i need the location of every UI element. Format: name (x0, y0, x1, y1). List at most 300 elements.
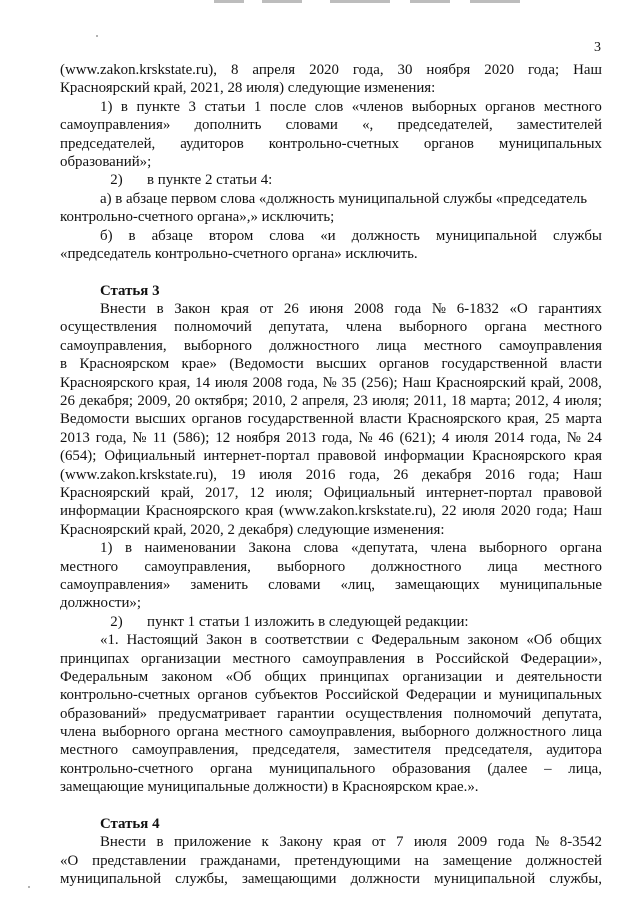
word: службы (552, 227, 602, 244)
word: 26 (283, 301, 299, 318)
text-line (60, 741, 602, 759)
word: пункте (136, 98, 181, 115)
list-item-number: 1) (100, 98, 113, 115)
word: года (497, 834, 525, 851)
word: (256); (361, 374, 398, 391)
word: субъектов (254, 687, 318, 704)
word: края (220, 301, 249, 318)
spacer (60, 263, 602, 281)
text-line (60, 668, 602, 686)
word: июля (413, 834, 447, 851)
word: Красноярский (60, 484, 150, 501)
word: аудиторов (180, 135, 244, 152)
word: июля; (564, 393, 602, 410)
word: Федеральным (60, 668, 149, 685)
word: интернет-портал (426, 484, 533, 501)
word: местного (224, 724, 283, 741)
text-line (60, 705, 602, 723)
word: словами (285, 117, 338, 134)
word: выборных (411, 98, 477, 115)
text-line (60, 576, 602, 594)
word: гарантиях (538, 301, 602, 318)
word: председателей, (60, 135, 156, 152)
word: местного (60, 742, 119, 759)
word: осуществления (60, 319, 157, 336)
word: 2 (290, 393, 298, 410)
scan-mark (262, 0, 302, 3)
word: июля (259, 466, 293, 483)
word: должностей (525, 852, 602, 869)
scan-mark (330, 0, 390, 3)
word: лица (487, 558, 518, 575)
word: местного (423, 337, 482, 354)
document-body (60, 61, 602, 889)
word: дополнить (194, 117, 262, 134)
text-line (60, 723, 602, 741)
word: муниципальной (60, 871, 162, 888)
word: организации (140, 650, 221, 667)
word: 26 (393, 466, 409, 483)
word: самоуправления, (288, 724, 396, 741)
text-line (60, 410, 602, 428)
word: должностного (475, 724, 566, 741)
text-line (60, 631, 602, 649)
word: выборного (399, 319, 468, 336)
list-item-text: в пункте 2 статьи 4: (147, 172, 273, 189)
word: (далее (487, 760, 528, 777)
text-line: замещающие муниципальные должности) в Красноярском крае.». (60, 779, 479, 796)
word: года; (528, 466, 560, 483)
word: июля; (275, 484, 313, 501)
text-line: Красноярский край, 2021, 28 июля) следующие изменения: (60, 80, 436, 97)
scan-speck (96, 35, 98, 37)
word: после (269, 98, 307, 115)
text-line: «председатель контрольно-счетного органа» исключить. (60, 245, 418, 262)
word: должностного (269, 337, 360, 354)
text-line (60, 447, 602, 465)
word: контрольно-счетных (60, 687, 191, 704)
word: в (128, 227, 136, 244)
word: 12 (249, 484, 265, 501)
word: года, (352, 62, 384, 78)
word: 2014 (494, 429, 525, 446)
word: марта (565, 411, 602, 428)
word: 26 (60, 393, 75, 410)
word: (586); (172, 429, 210, 446)
word: выборного (102, 724, 171, 741)
word: органов (191, 411, 242, 428)
word: (Ведомости (229, 356, 304, 373)
word: 46 (378, 429, 394, 446)
word: абзаце (151, 227, 193, 244)
word: самоуправления, (60, 337, 167, 354)
scan-mark (214, 0, 244, 3)
word: 7 (396, 834, 404, 851)
word: лица (376, 337, 407, 354)
word: 20 (175, 393, 191, 410)
word: принципах (60, 650, 130, 667)
word: 8-3542 (559, 834, 602, 851)
list-item-text: пункт 1 статьи 1 изложить в следующей редакции: (147, 613, 469, 630)
list-item (60, 539, 602, 557)
word: года (394, 301, 422, 318)
word: октября; (194, 393, 249, 410)
word: Официальный (323, 484, 415, 501)
word: 2008, (568, 374, 602, 391)
text-line (60, 484, 602, 502)
word: выборного (277, 558, 346, 575)
word: Красноярского (472, 448, 566, 465)
word: 24 (586, 429, 602, 446)
word: Настоящий (126, 632, 199, 649)
word: председателя, (444, 742, 533, 759)
word: муниципальные (499, 576, 602, 593)
word: «1. (100, 632, 119, 649)
word: службы, (549, 871, 602, 888)
word: № (431, 301, 447, 318)
text-line: Красноярский край, 2020, 2 декабря) следующие изменения: (60, 521, 445, 538)
list-item-number: 1) (100, 540, 113, 557)
word: муниципального (269, 760, 376, 777)
word: с (356, 632, 364, 649)
word: и (483, 687, 492, 704)
word: «Об (225, 668, 252, 685)
word: года, (530, 429, 561, 446)
word: председателя, (252, 742, 340, 759)
word: самоуправления (499, 337, 602, 354)
word: заместителя (353, 742, 432, 759)
word: июля; (372, 393, 410, 410)
text-line (60, 558, 602, 576)
word: 2008 (252, 374, 283, 391)
scan-mark (470, 0, 520, 3)
word: замещающими (241, 871, 337, 888)
word: самоуправления» (60, 576, 171, 593)
word: самоуправления (302, 650, 406, 667)
word: край, (160, 484, 194, 501)
word: правовой (543, 484, 602, 501)
word: органов (379, 356, 430, 373)
list-item-number: 2) (110, 172, 123, 189)
word: № (358, 429, 373, 446)
word: на (414, 852, 429, 869)
word: № (535, 834, 550, 851)
word: Красноярского (145, 503, 240, 520)
word: года, (321, 429, 353, 446)
word: Красноярский (435, 374, 526, 391)
list-item (60, 98, 602, 116)
word: 2016 (485, 466, 515, 483)
text-line (60, 337, 602, 355)
word: должность (351, 227, 420, 244)
word: службы, (175, 871, 228, 888)
word: года; (528, 62, 560, 78)
word: общих (264, 668, 307, 685)
word: 2013 (286, 429, 316, 446)
word: края (333, 834, 362, 851)
word: 35 (341, 374, 357, 391)
text-line (60, 318, 602, 336)
word: марта; (470, 393, 511, 410)
word: в (416, 650, 424, 667)
word: (654); (60, 448, 97, 465)
word: «членов (351, 98, 404, 115)
word: Ведомости (60, 411, 130, 428)
word: ноября (236, 429, 281, 446)
word: Наш (402, 374, 432, 391)
word: Федерации (405, 687, 477, 704)
word: контрольно-счетного (60, 760, 194, 777)
text-line (60, 374, 602, 392)
word: органа (210, 760, 253, 777)
word: втором (208, 227, 254, 244)
word: Красноярского (60, 374, 154, 391)
word: года; (536, 503, 568, 520)
scan-mark (410, 0, 450, 3)
word: «Об (526, 632, 553, 649)
article-heading: Статья 4 (100, 816, 160, 833)
page-number: 3 (594, 40, 601, 55)
word: (www.zakon.krskstate.ru), (60, 62, 217, 78)
word: края, (507, 411, 539, 428)
word: самоуправления, (144, 558, 251, 575)
word: муниципальных (498, 687, 602, 704)
word: 2020 (484, 62, 515, 78)
word: года, (95, 429, 127, 446)
word: словами (268, 576, 321, 593)
word: «О (509, 301, 528, 318)
word: лица (572, 724, 602, 741)
text-line (60, 870, 602, 888)
word: муниципальных (498, 135, 602, 152)
text-line (60, 502, 602, 520)
word: в (124, 540, 132, 557)
word: от (259, 301, 274, 318)
word: полномочий (453, 705, 532, 722)
text-line (60, 300, 602, 318)
text-line (60, 61, 602, 79)
word: «, (362, 117, 374, 134)
word: председателей, (397, 117, 493, 134)
word: 4 (553, 393, 561, 410)
word: предусматривает (158, 705, 266, 722)
word: 2016 (305, 466, 336, 483)
word: соответствии (264, 632, 350, 649)
word: общих (560, 632, 602, 649)
word: самоуправления» (60, 117, 171, 134)
word: № (132, 429, 147, 446)
word: власти (560, 356, 602, 373)
word: наименовании (144, 540, 236, 557)
word: (www.zakon.krskstate.ru), (60, 466, 217, 483)
word: Официальный (104, 448, 196, 465)
word: контрольно-счетных (268, 135, 399, 152)
word: Федеральным (371, 632, 460, 649)
word: слова (303, 540, 339, 557)
word: органа (559, 540, 602, 557)
text-line: образований»; (60, 153, 152, 170)
text-line (60, 116, 602, 134)
word: Наш (573, 503, 602, 520)
word: 1 (253, 98, 262, 115)
text-line: а) в абзаце первом слова «должность муниципальной службы «председатель (100, 190, 587, 207)
word: № (566, 429, 581, 446)
word: 25 (544, 411, 560, 428)
word: органов (423, 135, 474, 152)
word: гарантии (277, 705, 335, 722)
word: «депутата, (350, 540, 418, 557)
text-line (60, 852, 602, 870)
word: (621); (399, 429, 436, 446)
word: 22 (441, 503, 457, 520)
word: декабря (421, 466, 472, 483)
word: в (120, 98, 128, 115)
word: информации (60, 503, 141, 520)
text-line (60, 466, 602, 484)
word: 18 (450, 393, 466, 410)
word: 3 (188, 98, 196, 115)
text-line: контрольно-счетного органа»,» исключить; (60, 209, 335, 226)
word: выборного (183, 337, 252, 354)
list-item (60, 613, 602, 631)
word: члена (430, 540, 467, 557)
word: б) (100, 227, 113, 244)
word: Красноярском (79, 356, 170, 373)
word: органа (176, 724, 219, 741)
word: самоуправления, (131, 742, 239, 759)
word: июля (462, 503, 496, 520)
word: Внести (100, 834, 146, 851)
word: 30 (397, 62, 413, 78)
word: Красноярского (407, 411, 502, 428)
word: (www.zakon.krskstate.ru), (279, 503, 436, 520)
text-line (60, 833, 602, 851)
word: Российской (325, 687, 399, 704)
text-line: должности»; (60, 595, 141, 612)
word: лица, (568, 760, 602, 777)
word: информации (384, 448, 465, 465)
word: апреля (252, 62, 296, 78)
word: 2009 (457, 834, 488, 851)
text-line (60, 392, 602, 410)
word: к (261, 834, 269, 851)
word: депутата, (542, 705, 602, 722)
word: года, (349, 466, 380, 483)
word: края (245, 503, 274, 520)
text-line (60, 135, 602, 153)
word: власти (359, 411, 402, 428)
word: заместителей (516, 117, 602, 134)
word: «лиц, (340, 576, 376, 593)
word: Российской (435, 650, 509, 667)
word: «О (60, 852, 79, 869)
word: должностного (371, 558, 462, 575)
word: Наш (573, 62, 602, 78)
word: Закон (174, 301, 211, 318)
word: от (371, 834, 386, 851)
word: органа (484, 319, 527, 336)
word: должности (350, 871, 421, 888)
word: члена (60, 724, 97, 741)
word: гражданами, (200, 852, 281, 869)
word: края (573, 448, 602, 465)
spacer (60, 797, 602, 815)
word: в (60, 356, 68, 373)
word: № (322, 374, 337, 391)
word: 2012, (515, 393, 549, 410)
word: апреля, (302, 393, 349, 410)
word: органов (485, 98, 536, 115)
word: выборного (479, 540, 548, 557)
word: высших (135, 411, 186, 428)
word: полномочий (174, 319, 252, 336)
text-line (60, 227, 602, 245)
word: края, (158, 374, 191, 391)
word: правовой (317, 448, 377, 465)
word: 2008 (353, 301, 384, 318)
word: государственной (441, 356, 548, 373)
word: образований» (60, 705, 148, 722)
word: образования (392, 760, 471, 777)
word: интернет-портал (203, 448, 310, 465)
word: статьи (204, 98, 246, 115)
word: в (249, 632, 257, 649)
word: осуществления (345, 705, 443, 722)
word: 19 (230, 466, 246, 483)
word: край, (530, 374, 564, 391)
word: и (495, 668, 504, 685)
text-line (60, 355, 602, 373)
word: июня (309, 301, 344, 318)
text-line (60, 760, 602, 778)
word: местного (543, 558, 602, 575)
word: 6-1832 (456, 301, 499, 318)
word: 2013 (60, 429, 90, 446)
word: муниципальной (434, 871, 536, 888)
word: аудитора (546, 742, 602, 759)
word: Закона (248, 540, 291, 557)
word: представлении (92, 852, 187, 869)
word: 11 (152, 429, 167, 446)
word: Федерации», (520, 650, 602, 667)
word: Внести (100, 301, 146, 318)
word: государственной (247, 411, 354, 428)
word: – (544, 760, 552, 777)
word: местного (232, 650, 291, 667)
word: заменить (190, 576, 249, 593)
word: высших (316, 356, 367, 373)
word: 8 (230, 62, 239, 78)
word: организации (402, 668, 483, 685)
word: июля (455, 429, 489, 446)
text-line (60, 686, 602, 704)
word: Наш (573, 466, 602, 483)
word: 14 (195, 374, 211, 391)
text-line (60, 650, 602, 668)
word: слова (269, 227, 305, 244)
word: замещение (442, 852, 512, 869)
word: Закону (279, 834, 323, 851)
list-item (60, 171, 602, 189)
word: местного (543, 98, 602, 115)
article-heading: Статья 3 (100, 282, 160, 299)
word: в (156, 834, 164, 851)
word: 2009, (137, 393, 171, 410)
list-item-number: 2) (110, 613, 123, 630)
word: в (156, 301, 164, 318)
word: 2011, (413, 393, 447, 410)
word: «и (320, 227, 336, 244)
